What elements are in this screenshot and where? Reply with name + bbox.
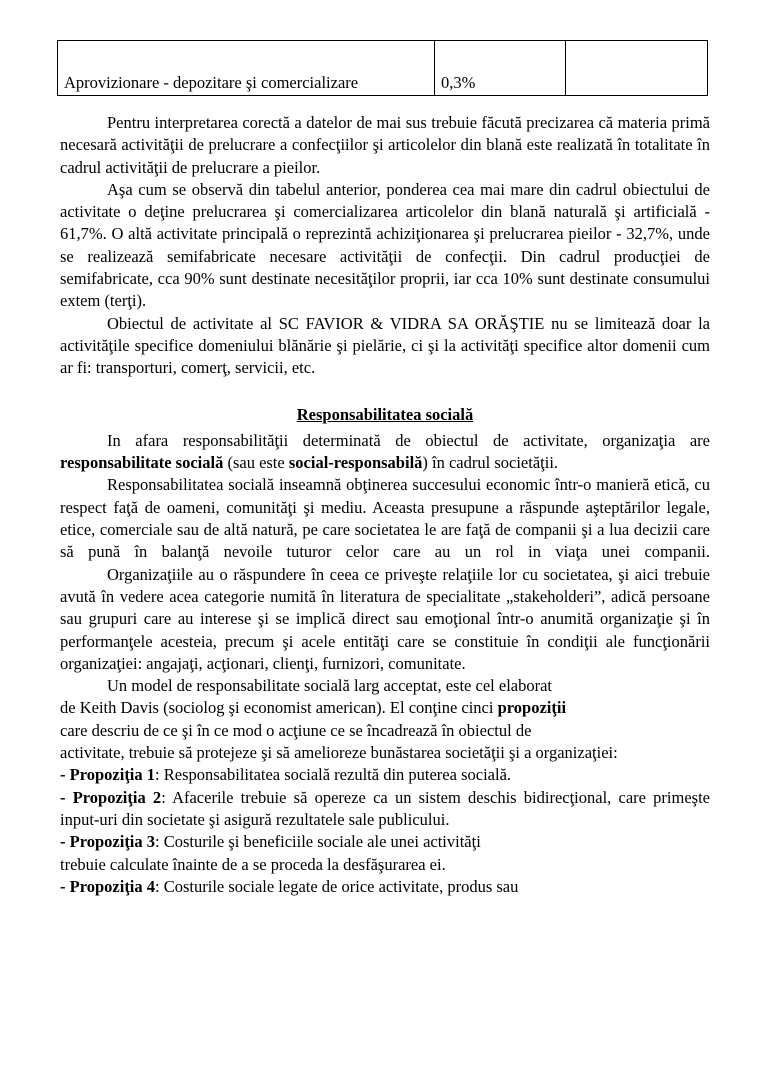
paragraph-social-responsibility-definition: Responsabilitatea socială inseamnă obţinerea succesului economic într-o manieră etică, cu respect faţă de oameni, comunităţi şi mediu. Aceasta presupune a răspunde aşteptărilor legale, etice, comerciale sau de altă natură, pe care societatea le are faţă de companii şi a lua decizii care să pună în balanţă nevoile tuturor celor care au un rol in viaţa unei companii. [60,475,710,562]
list-item-proposition-3-continued: trebuie calculate înainte de a se proceda la desfăşurarea ei. [60,854,446,874]
paragraph-davis-model-line2: de Keith Davis (sociolog şi economist american). El conţine cinci propoziţii [60,698,567,718]
activity-cell: Aprovizionare - depozitare şi comercializare [58,41,435,96]
paragraph-davis-model-line1: Un model de responsabilitate socială larg acceptat, este cel elaborat [107,676,553,696]
paragraph-activity-scope: Obiectul de activitate al SC FAVIOR & VIDRA SA ORĂŞTIE nu se limitează doar la activităţile specifice domeniului blănărie şi pielărie, ci şi la activităţi specifice altor domenii cum ar fi: transporturi, comerţ, servicii, etc. [60,313,710,378]
paragraph-stakeholders: Organizaţiile au o răspundere în ceea ce priveşte relaţiile lor cu societatea, şi aici trebuie avută în vedere acea categorie numită în literatura de specialitate „stakeholderi”, adică persoane sau grupuri care au interese şi se implică direct sau emoţional într-o anumită organizaţie şi în performanţele acesteia, precum şi acele entităţi care se constituie în condiţii ale funcţionării organizaţiei: angajaţi, acţionari, clienţi, furnizori, comunitate. [60,564,710,673]
table-row [58,41,708,96]
paragraph-activity-share: Aşa cum se observă din tabelul anterior, ponderea cea mai mare din cadrul obiectului de activitate o deţine prelucrarea şi comercializarea articolelor din blană naturală şi artificială - 61,7%. O altă activitate principală o reprezintă achiziţionarea şi prelucrarea pieilor - 32,7%, unde se realizează semifabricate necesare activităţii de confecţii. Din cadrul producţiei de semifabricate, cca 90% sunt destinate necesităţilor proprii, iar cca 10% sunt destinate consumului extem (terţi). [60,179,710,311]
activity-table [57,40,708,96]
section-heading: Responsabilitatea socială [296,404,474,424]
paragraph-data-interpretation: Pentru interpretarea corectă a datelor de mai sus trebuie făcută precizarea că materia primă necesară activităţii de prelucrare a confecţiilor şi articolelor din blană este realizată în totalitate în cadrul activităţii de prelucrare a pieilor. [60,113,710,177]
document-body [60,112,710,898]
paragraph-social-responsibility-intro: In afara responsabilităţii determinată de obiectul de activitate, organizaţia are responsabilitate socială (sau este social-responsabilă) în cadrul societăţii. [60,430,710,473]
section-gap [60,380,710,404]
paragraph-davis-model-line3: care descriu de ce şi în ce mod o acţiune ce se încadrează în obiectul de [60,720,532,740]
paragraph-davis-model-line4: activitate, trebuie să protejeze şi să amelioreze bunăstarea societăţii şi a organizaţiei: [60,743,618,763]
list-item-proposition-1: - Propoziţia 1: Responsabilitatea socială rezultă din puterea socială. [60,765,512,785]
extra-cell [566,41,708,96]
share-cell: 0,3% [435,41,566,96]
list-item-proposition-2: - Propoziţia 2: Afacerile trebuie să opereze ca un sistem deschis bidirecţional, care primeşte input-uri din societate şi asigură rezultatele sale publicului. [60,787,710,829]
list-item-proposition-4: - Propoziţia 4: Costurile sociale legate de orice activitate, produs sau [60,876,519,896]
list-item-proposition-3: - Propoziţia 3: Costurile şi beneficiile sociale ale unei activităţi [60,832,481,852]
